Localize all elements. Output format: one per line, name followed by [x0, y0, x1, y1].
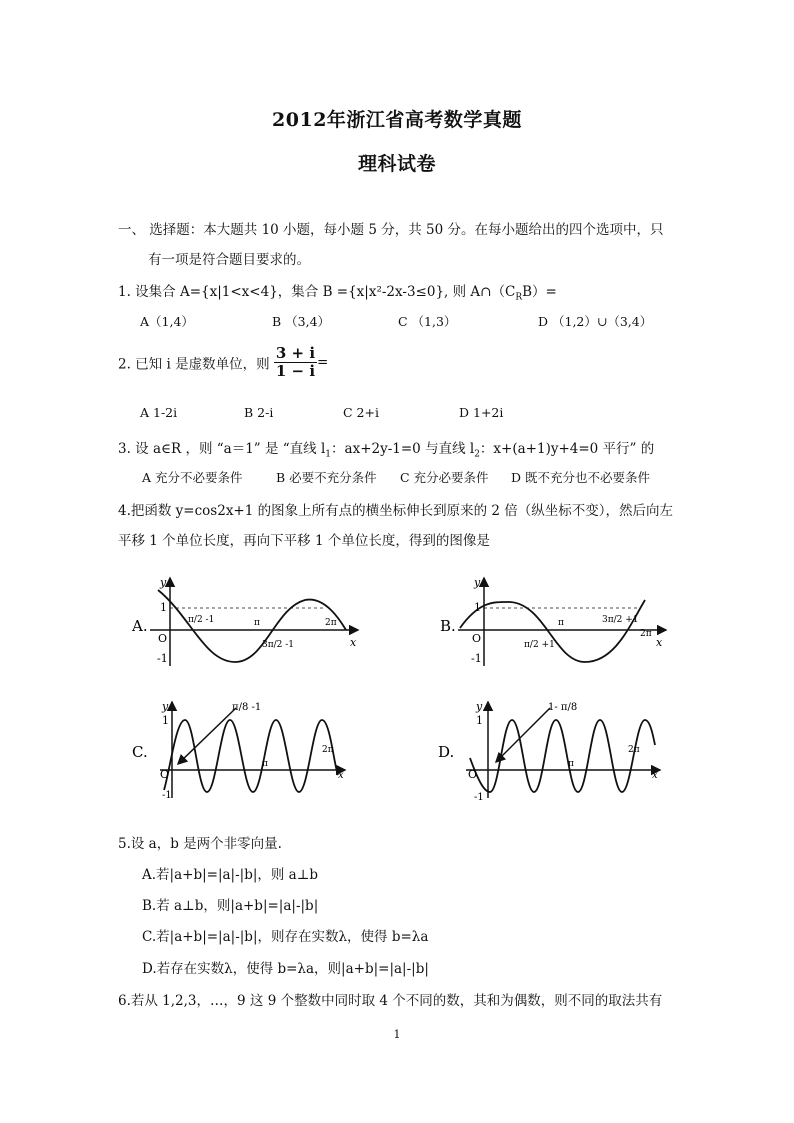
q2-option-d: D 1+2i — [459, 405, 504, 420]
graph-c-one: 1 — [162, 714, 169, 727]
q5-option-c: C.若|a+b|=|a|-|b|，则存在实数λ，使得 b=λa — [142, 929, 429, 945]
section-heading-line2: 有一项是符合题目要求的。 — [148, 252, 310, 268]
graph-a-tick-3: 3π/2 -1 — [262, 640, 295, 650]
graph-a-x-label: x — [350, 636, 357, 649]
q5-option-d: D.若存在实数λ，使得 b=λa，则|a+b|=|a|-|b| — [142, 961, 429, 977]
q2-fraction-numerator: 3 + i — [275, 344, 316, 362]
q3-option-d: D 既不充分也不必要条件 — [511, 470, 650, 485]
graph-c-letter: C. — [132, 743, 148, 761]
graph-d — [438, 700, 660, 803]
q3-stem-c: ：x+(a+1)y+4=0 平行” 的 — [479, 441, 655, 457]
graph-d-tick-1: 1- π/8 — [548, 702, 578, 713]
graph-b — [440, 576, 666, 666]
section-heading-line1: 一、 选择题：本大题共 10 小题，每小题 5 分，共 50 分。在每小题给出的四个选项中，只 — [118, 222, 664, 238]
graph-a — [131, 576, 358, 666]
page-title: 2012年浙江省高考数学真题 — [272, 109, 522, 131]
graph-a-tick-2: π — [254, 618, 260, 628]
graph-c-tick-2: π — [262, 759, 268, 769]
q3-option-a: A 充分不必要条件 — [142, 470, 243, 485]
q2-stem — [118, 345, 328, 380]
graph-a-one: 1 — [160, 601, 167, 614]
q2-fraction — [274, 345, 317, 380]
graph-c-tick-3: 2π — [322, 745, 334, 755]
q3-option-c: C 充分必要条件 — [400, 470, 489, 485]
q3-stem-a: 3. 设 a∈R ，则 “a＝1” 是 “直线 l — [118, 441, 326, 457]
q1-stem — [118, 280, 557, 303]
graph-b-origin: O — [472, 632, 482, 645]
graph-d-x-label: x — [652, 770, 658, 781]
graph-c-pointer — [178, 708, 236, 764]
graph-a-tick-1: π/2 -1 — [188, 615, 215, 625]
graph-a-tick-4: 2π — [325, 618, 337, 628]
graph-b-curve — [460, 600, 645, 662]
q2-option-c: C 2+i — [343, 405, 379, 420]
q1-option-a: A（1,4） — [140, 314, 194, 329]
graphs-figure — [0, 570, 794, 810]
graph-c-minus-one: -1 — [162, 790, 172, 801]
graph-b-minus-one: -1 — [471, 652, 482, 665]
q2-option-b: B 2-i — [244, 405, 274, 420]
q1-stem-b: B）= — [522, 284, 557, 300]
graph-c-origin: O — [160, 768, 170, 781]
graph-b-tick-4: 2π — [640, 629, 652, 639]
q3-stem — [118, 437, 654, 460]
graph-a-y-label: y — [160, 576, 167, 589]
q1-option-c: C （1,3） — [398, 314, 457, 329]
graph-d-origin: O — [468, 768, 478, 781]
page-number: 1 — [393, 1028, 401, 1041]
q2-stem-text: 2. 已知 i 是虚数单位，则 — [118, 356, 270, 373]
graph-d-tick-2: π — [568, 759, 574, 769]
graph-a-letter: A. — [132, 617, 148, 635]
graph-a-curve — [158, 590, 346, 662]
graph-c — [132, 700, 345, 801]
graph-b-tick-2: π — [558, 618, 564, 628]
graph-c-y-label: y — [162, 700, 169, 713]
graph-d-minus-one: -1 — [474, 792, 484, 803]
q5-stem: 5.设 a，b 是两个非零向量. — [118, 836, 282, 852]
graph-b-letter: B. — [440, 617, 456, 635]
graph-b-tick-3: 3π/2 +1 — [602, 615, 639, 625]
page-subtitle: 理科试卷 — [357, 153, 436, 175]
q2-fraction-denominator: 1 − i — [275, 362, 316, 380]
q1-option-d: D （1,2）∪（3,4） — [538, 314, 653, 329]
q1-option-b: B （3,4） — [272, 314, 331, 329]
q1-stem-sub: R — [515, 292, 523, 303]
graph-b-tick-1: π/2 +1 — [524, 640, 555, 650]
graph-a-origin: O — [158, 632, 168, 645]
q4-line2: 平移 1 个单位长度，再向下平移 1 个单位长度，得到的图像是 — [118, 533, 490, 549]
graph-c-tick-1: π/8 -1 — [232, 702, 262, 713]
q2-equals: = — [317, 354, 329, 371]
graph-b-x-label: x — [656, 636, 663, 649]
q3-sub2: 2 — [474, 449, 480, 460]
q2-option-a: A 1-2i — [140, 405, 178, 420]
q3-option-b: B 必要不充分条件 — [276, 470, 377, 485]
graph-d-letter: D. — [438, 743, 455, 761]
q6-stem: 6.若从 1,2,3，…，9 这 9 个整数中同时取 4 个不同的数，其和为偶数，则不同的取法共有 — [118, 993, 663, 1009]
graph-b-one: 1 — [474, 601, 481, 614]
graph-d-one: 1 — [476, 714, 483, 727]
graph-d-y-label: y — [476, 700, 483, 713]
graph-c-x-label: x — [338, 770, 344, 781]
graph-d-tick-3: 2π — [628, 745, 640, 755]
q3-sub1: 1 — [325, 449, 332, 460]
q1-stem-a: 1. 设集合 A={x|1<x<4}，集合 B ={x|x²-2x-3≤0}, 则 A∩（C — [118, 284, 516, 300]
q3-stem-b: ：ax+2y-1=0 与直线 l — [331, 441, 475, 457]
q5-option-a: A.若|a+b|=|a|-|b|，则 a⊥b — [142, 867, 319, 883]
graph-b-y-label: y — [474, 576, 481, 589]
graph-c-curve — [164, 720, 338, 792]
graph-a-minus-one: -1 — [157, 652, 168, 665]
q4-line1: 4.把函数 y=cos2x+1 的图象上所有点的横坐标伸长到原来的 2 倍（纵坐标不变），然后向左 — [118, 503, 674, 519]
graph-d-curve — [470, 720, 655, 792]
q5-option-b: B.若 a⊥b，则|a+b|=|a|-|b| — [142, 898, 319, 914]
